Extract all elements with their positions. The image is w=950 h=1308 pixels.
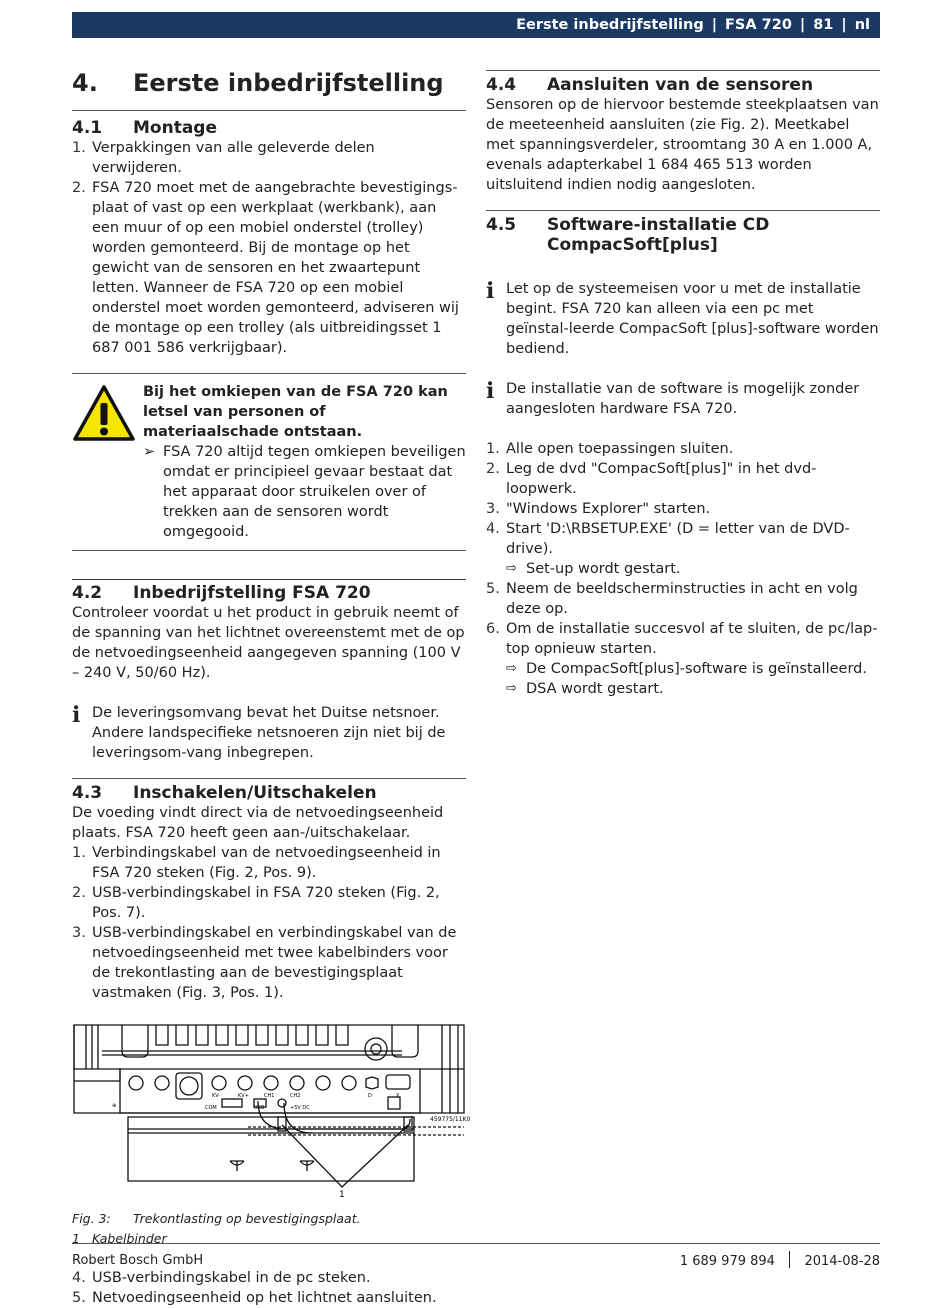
svg-text:X: X [396,1093,400,1099]
page-footer [72,1243,880,1272]
warning-step: ➢ FSA 720 altijd tegen omkiepen beveiligen omdat er principieel gevaar bestaat dat het apparaat door struikelen over of trekken aan de sensoren wordt omgegooid. [143,444,466,540]
list-item: 3. USB-verbindingskabel en verbindingskabel van de netvoedingseenheid met twee kabelbinders voor de trekontlasting aan de bevestigingsplaat vastmaken (Fig. 3, Pos. 1). [72,925,457,1001]
section-4-3-body: De voeding vindt direct via de netvoedingseenheid plaats. FSA 720 heeft geen aan-/uitschakelaar. [72,805,444,841]
result-arrow-icon: ⇨ [506,561,517,576]
info-icon: ℹ [72,703,81,728]
svg-text:⊕: ⊕ [112,1103,117,1109]
left-column [72,62,471,1308]
section-4-1-steps [72,138,466,358]
info-icon: ℹ [486,279,495,304]
info-note: ℹ Let op de systeemeisen voor u met de installatie begint. FSA 720 kan alleen via een pc met geïnstal-leerde CompacSoft [plus]-software worden bediend. [486,279,879,357]
warning-triangle-icon [72,382,143,542]
step-result: ⇨ De CompacSoft[plus]-software is geïnstalleerd. [506,661,867,677]
list-item: 1. Alle open toepassingen sluiten. [486,441,734,457]
step-result: ⇨ Set-up wordt gestart. [506,561,681,577]
list-item: 2. USB-verbindingskabel in FSA 720 steken (Fig. 2, Pos. 7). [72,885,440,921]
section-4-3-steps-continued [72,1268,466,1308]
list-item: 3. "Windows Explorer" starten. [486,501,711,517]
section-4-2-title: 4.2 Inbedrijfstelling FSA 720 [72,583,371,603]
header-section: Eerste inbedrijfstelling [516,17,704,33]
section-4-3-title: 4.3 Inschakelen/Uitschakelen [72,783,377,803]
figure-caption: Fig. 3: Trekontlasting op bevestigingsplaat. [72,1211,361,1226]
svg-text:D: D [368,1093,372,1099]
chapter-title: 4. Eerste inbedrijfstelling [72,62,466,111]
info-icon: ℹ [486,379,495,404]
port-label-com: COM [205,1105,217,1111]
svg-text:KV+: KV+ [238,1093,249,1099]
section-4-5-steps-b [486,579,880,659]
section-4-2-body: Controleer voordat u het product in gebruik neemt of de spanning van het lichtnet overeenstemt met de op de netvoedingseenheid aangegeven spanning (100 V – 240 V, 50/60 Hz). [72,605,465,681]
svg-text:KV-: KV- [212,1093,221,1099]
section-4-5-steps [486,439,880,559]
result-arrow-icon: ⇨ [506,681,517,696]
page-header: Eerste inbedrijfstelling | FSA 720 | 81 | nl [72,12,880,38]
footer-date: 2014-08-28 [804,1254,880,1269]
step-result: ⇨ DSA wordt gestart. [506,681,664,697]
section-4-1-title: 4.1 Montage [72,118,217,138]
info-note: ℹ De installatie van de software is mogelijk zonder aangesloten hardware FSA 720. [486,379,860,417]
header-page-number: 81 [813,17,834,33]
right-column [486,70,880,699]
header-product: FSA 720 [725,17,792,33]
list-item: 5. Netvoedingseenheid op het lichtnet aansluiten. [72,1290,437,1306]
list-item: 4. USB-verbindingskabel in de pc steken. [72,1270,371,1286]
header-language: nl [854,17,870,33]
list-item: 2. Leg de dvd "CompacSoft[plus]" in het dvd-loopwerk. [486,461,817,497]
list-item: 6. Om de installatie succesvol af te sluiten, de pc/lap-top opnieuw starten. [486,621,878,657]
svg-text:CH1: CH1 [264,1093,275,1099]
svg-text:CH2: CH2 [290,1093,301,1099]
info-note: ℹ De leveringsomvang bevat het Duitse netsnoer. Andere landspecifieke netsnoeren zijn niet bij de leveringsom-vang inbegrepen. [72,703,446,761]
section-4-4-title: 4.4 Aansluiten van de sensoren [486,75,814,95]
section-4-4-body: Sensoren op de hiervoor bestemde steekplaatsen van de meeteenheid aansluiten (zie Fig. 2). Meetkabel met spanningsverdeler, stroomtang 30 A en 1.000 A, evenals adapterkabel 1 684 465 513 worden uitsluitend indien nodig aangesloten. [486,97,879,193]
warning-title: Bij het omkiepen van de FSA 720 kan letsel van personen of materiaalschade ontstaan. [143,384,448,440]
warning-box [72,374,466,550]
list-item: 5. Neem de beeldscherminstructies in acht en volg deze op. [486,581,858,617]
port-label-dc: +5V DC [290,1105,310,1111]
list-item: 2. FSA 720 moet met de aangebrachte bevestigings-plaat of vast op een werkplaat (werkbank), aan een muur of op een mobiel onderstel (trolley) worden gemonteerd. Bij de montage op het gewicht van de sensoren en het zwaartepunt letten. Wanneer de FSA 720 op een mobiel onderstel moet worden gemonteerd, adviseren wij de montage op een trolley (als uitbreidingsset 1 687 001 586 verkrijgbaar). [72,180,459,356]
list-item: 1. Verpakkingen van alle geleverde delen verwijderen. [72,140,375,176]
section-4-5-title: 4.5 Software-installatie CD CompacSoft[plus] [486,215,770,255]
footer-docnum: 1 689 979 894 [679,1254,775,1269]
port-label-usb: USB [254,1105,265,1111]
list-item: 4. Start 'D:\RBSETUP.EXE' (D = letter van de DVD-drive). [486,521,850,557]
list-item: 1. Verbindingskabel van de netvoedingseenheid in FSA 720 steken (Fig. 2, Pos. 9). [72,845,441,881]
result-arrow-icon: ⇨ [506,661,517,676]
figure-reference: 459775/11K0 [430,1116,471,1123]
footer-company: Robert Bosch GmbH [72,1253,204,1268]
figure-3-device-drawing [72,1021,471,1201]
figure-legend: 1 Kabelbinder [72,1231,167,1246]
figure-callout: 1 [339,1190,345,1200]
section-4-3-steps [72,843,466,1003]
